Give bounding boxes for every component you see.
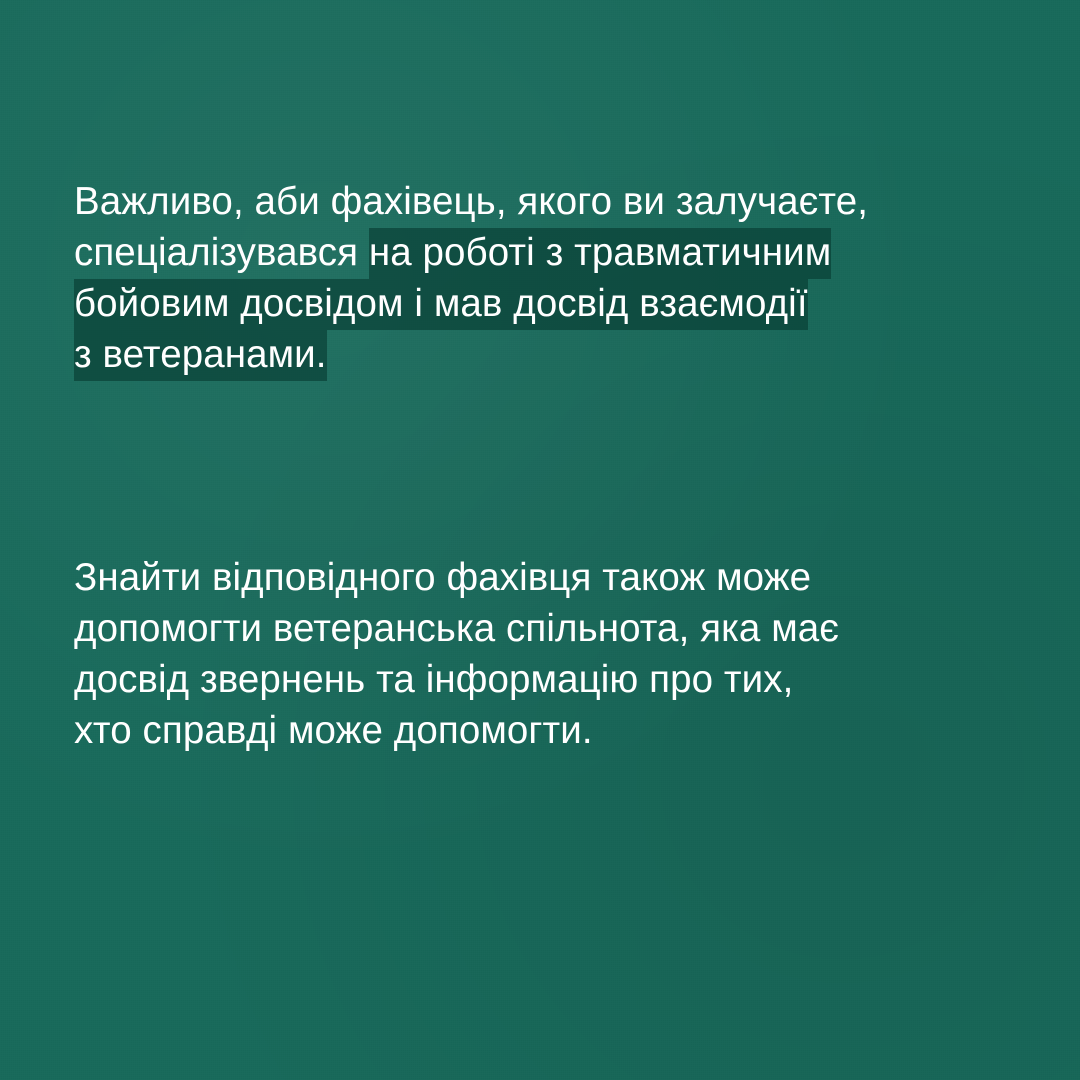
text-content-area: [74, 0, 1010, 1080]
line-highlighted-text: бойовим досвідом і мав досвід взаємодії: [74, 279, 808, 330]
line-plain-text: досвід звернень та інформацію про тих,: [74, 658, 794, 701]
line-plain-text: хто справді може допомогти.: [74, 709, 593, 752]
line-plain-text: спеціалізувався: [74, 231, 369, 274]
line-highlighted-text: з ветеранами.: [74, 330, 327, 381]
paragraph-1-line-1: [74, 176, 1010, 227]
paragraph-block-2: [74, 552, 1010, 756]
line-plain-text: допомогти ветеранська спільнота, яка має: [74, 607, 840, 650]
paragraph-1-line-4: [74, 329, 1010, 380]
paragraph-2: [74, 552, 1010, 756]
paragraph-2-line-4: [74, 705, 1010, 756]
paragraph-block-1: [74, 176, 1010, 380]
paragraph-1-line-2: [74, 227, 1010, 278]
line-plain-text: Знайти відповідного фахівця також може: [74, 556, 812, 599]
paragraph-2-line-3: [74, 654, 1010, 705]
line-highlighted-text: на роботі з травматичним: [369, 228, 831, 279]
paragraph-2-line-1: [74, 552, 1010, 603]
paragraph-1-line-3: [74, 278, 1010, 329]
paragraph-1: [74, 176, 1010, 380]
line-plain-text: Важливо, аби фахівець, якого ви залучаєте,: [74, 180, 869, 223]
paragraph-2-line-2: [74, 603, 1010, 654]
